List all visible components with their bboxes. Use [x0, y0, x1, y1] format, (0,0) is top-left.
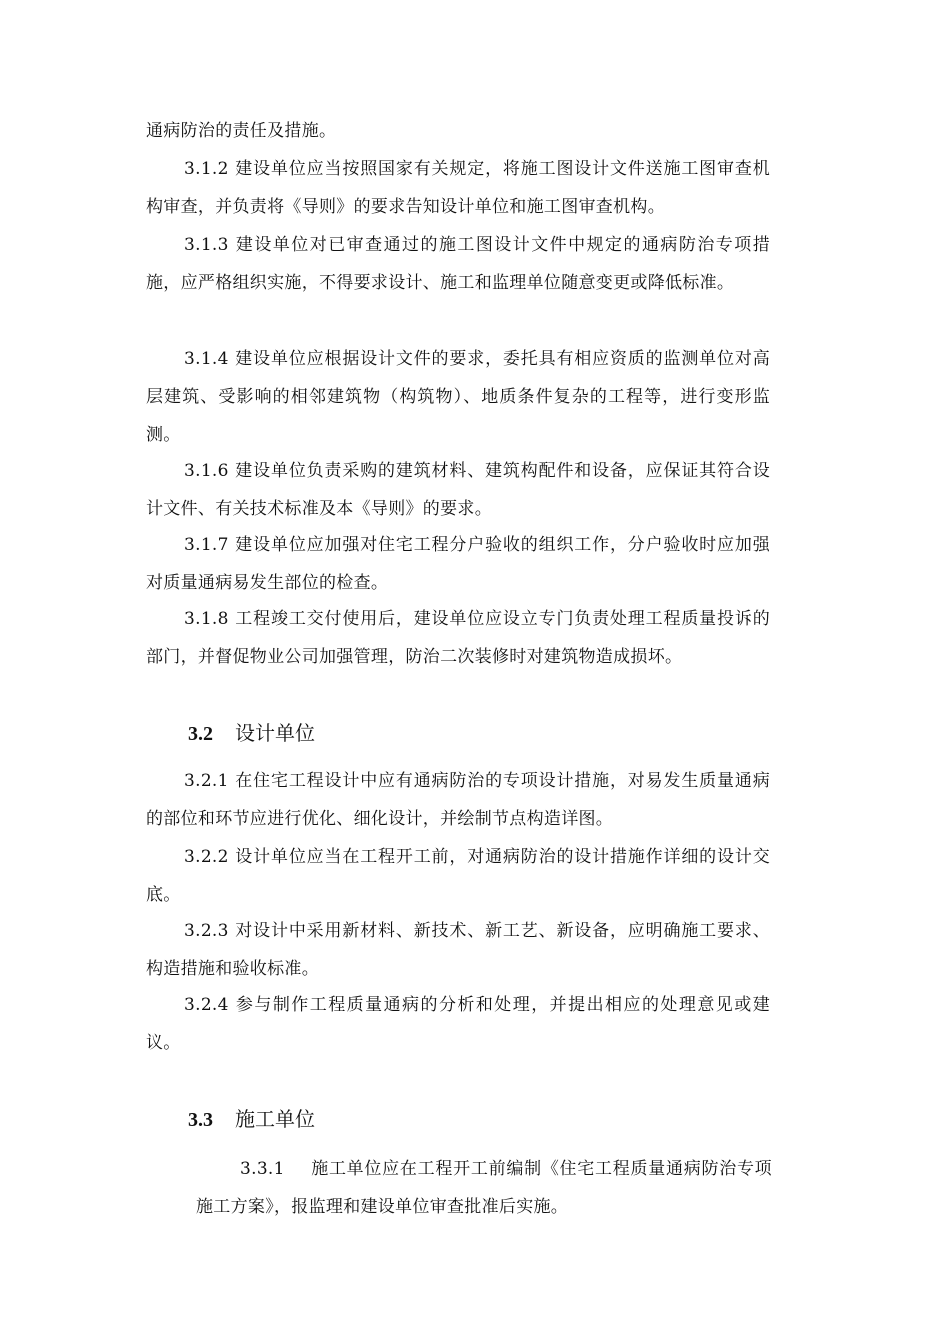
paragraph-text: 对设计中采用新材料、新技术、新工艺、新设备，应明确施工要求、构造措施和验收标准。	[146, 921, 770, 979]
clause-number: 3.2.3	[184, 921, 229, 941]
paragraph-3-1-6	[146, 452, 770, 528]
clause-number: 3.1.8	[184, 609, 229, 629]
clause-number: 3.1.3	[184, 235, 229, 255]
clause-number: 3.3.1	[240, 1159, 285, 1179]
paragraph-text: 工程竣工交付使用后，建设单位应设立专门负责处理工程质量投诉的部门，并督促物业公司加强管理，防治二次装修时对建筑物造成损坏。	[146, 609, 770, 667]
paragraph-3-2-4	[146, 986, 770, 1062]
paragraph-text: 通病防治的责任及措施。	[146, 121, 337, 141]
clause-number: 3.1.6	[184, 461, 229, 481]
section-number: 3.3	[188, 1109, 213, 1131]
paragraph-3-2-3	[146, 912, 770, 988]
paragraph-3-2-2	[146, 838, 770, 914]
section-title: 施工单位	[235, 1107, 315, 1131]
clause-number: 3.1.7	[184, 535, 229, 555]
section-heading-3-2	[188, 718, 315, 749]
paragraph-text: 在住宅工程设计中应有通病防治的专项设计措施，对易发生质量通病的部位和环节应进行优化、细化设计，并绘制节点构造详图。	[146, 771, 770, 829]
paragraph-3-1-8	[146, 600, 770, 676]
clause-number: 3.2.1	[184, 771, 229, 791]
section-number: 3.2	[188, 723, 213, 745]
paragraph-text: 建设单位应根据设计文件的要求，委托具有相应资质的监测单位对高层建筑、受影响的相邻建筑物（构筑物）、地质条件复杂的工程等，进行变形监测。	[146, 349, 770, 445]
paragraph-text: 参与制作工程质量通病的分析和处理，并提出相应的处理意见或建议。	[146, 995, 770, 1053]
paragraph-text: 施工单位应在工程开工前编制《住宅工程质量通病防治专项施工方案》，报监理和建设单位审查批准后实施。	[196, 1159, 772, 1217]
paragraph-text: 建设单位应当按照国家有关规定，将施工图设计文件送施工图审查机构审查，并负责将《导则》的要求告知设计单位和施工图审查机构。	[146, 159, 770, 217]
section-title: 设计单位	[235, 721, 315, 745]
clause-number: 3.2.2	[184, 847, 229, 867]
paragraph-text: 建设单位对已审查通过的施工图设计文件中规定的通病防治专项措施，应严格组织实施，不得要求设计、施工和监理单位随意变更或降低标准。	[146, 235, 770, 293]
clause-number: 3.1.4	[184, 349, 229, 369]
clause-number: 3.2.4	[184, 995, 229, 1015]
clause-number: 3.1.2	[184, 159, 229, 179]
paragraph-text: 设计单位应当在工程开工前，对通病防治的设计措施作详细的设计交底。	[146, 847, 770, 905]
section-heading-3-3	[188, 1104, 315, 1135]
paragraph-text: 建设单位应加强对住宅工程分户验收的组织工作，分户验收时应加强对质量通病易发生部位的检查。	[146, 535, 770, 593]
paragraph-3-1-4	[146, 340, 770, 454]
paragraph-text: 建设单位负责采购的建筑材料、建筑构配件和设备，应保证其符合设计文件、有关技术标准及本《导则》的要求。	[146, 461, 770, 519]
paragraph-3-1-2	[146, 150, 770, 226]
paragraph-3-1-7	[146, 526, 770, 602]
paragraph-3-3-1	[196, 1150, 772, 1226]
paragraph-3-1-3	[146, 226, 770, 302]
paragraph-continuation	[146, 112, 770, 150]
paragraph-3-2-1	[146, 762, 770, 838]
